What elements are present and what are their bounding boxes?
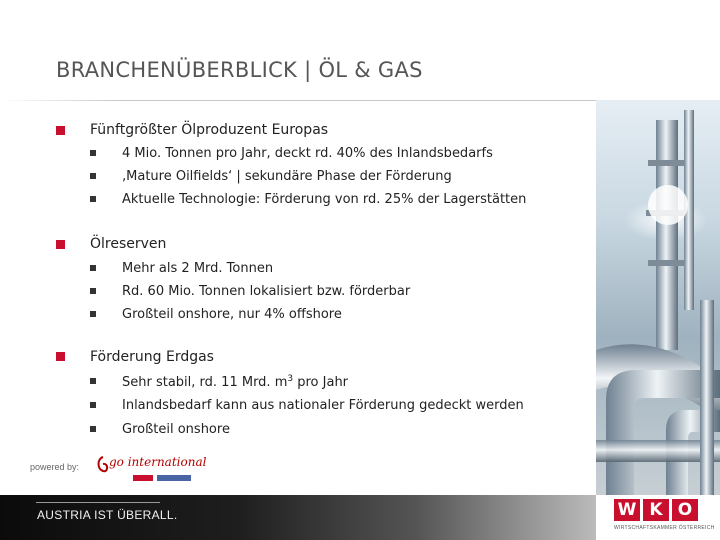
powered-by-label: powered by:: [30, 462, 80, 472]
tagline-rule: [36, 502, 160, 503]
refinery-photo: [596, 100, 720, 495]
logo-bar: [157, 475, 191, 481]
page-title: BRANCHENÜBERBLICK | ÖL & GAS: [56, 58, 423, 82]
bullet-square-small: [90, 378, 96, 384]
bullet-square-small: [90, 196, 96, 202]
wko-logo: [596, 495, 720, 540]
bullet-square: [56, 352, 65, 361]
bullet-square-small: [90, 288, 96, 294]
go-international-logo: [95, 455, 205, 487]
wko-letter: K: [643, 499, 669, 521]
wko-subtitle: WIRTSCHAFTSKAMMER ÖSTERREICH: [614, 525, 715, 531]
bullet-square: [56, 126, 65, 135]
tagline: AUSTRIA IST ÜBERALL.: [37, 508, 178, 522]
refinery-illustration: [596, 100, 720, 495]
bullet-square-small: [90, 173, 96, 179]
logo-text: go international: [109, 455, 207, 469]
section-heading: Förderung Erdgas: [90, 349, 214, 365]
wko-letter: W: [614, 499, 640, 521]
section-heading: Fünftgrößter Ölproduzent Europas: [90, 122, 329, 138]
title-divider: [0, 100, 600, 101]
bullet-square-small: [90, 311, 96, 317]
bullet-square-small: [90, 150, 96, 156]
bullet-square-small: [90, 265, 96, 271]
section-heading: Ölreserven: [90, 236, 167, 252]
wko-letter: O: [672, 499, 698, 521]
logo-bar: [133, 475, 153, 481]
bullet-square: [56, 240, 65, 249]
bullet-square-small: [90, 402, 96, 408]
bullet-square-small: [90, 426, 96, 432]
